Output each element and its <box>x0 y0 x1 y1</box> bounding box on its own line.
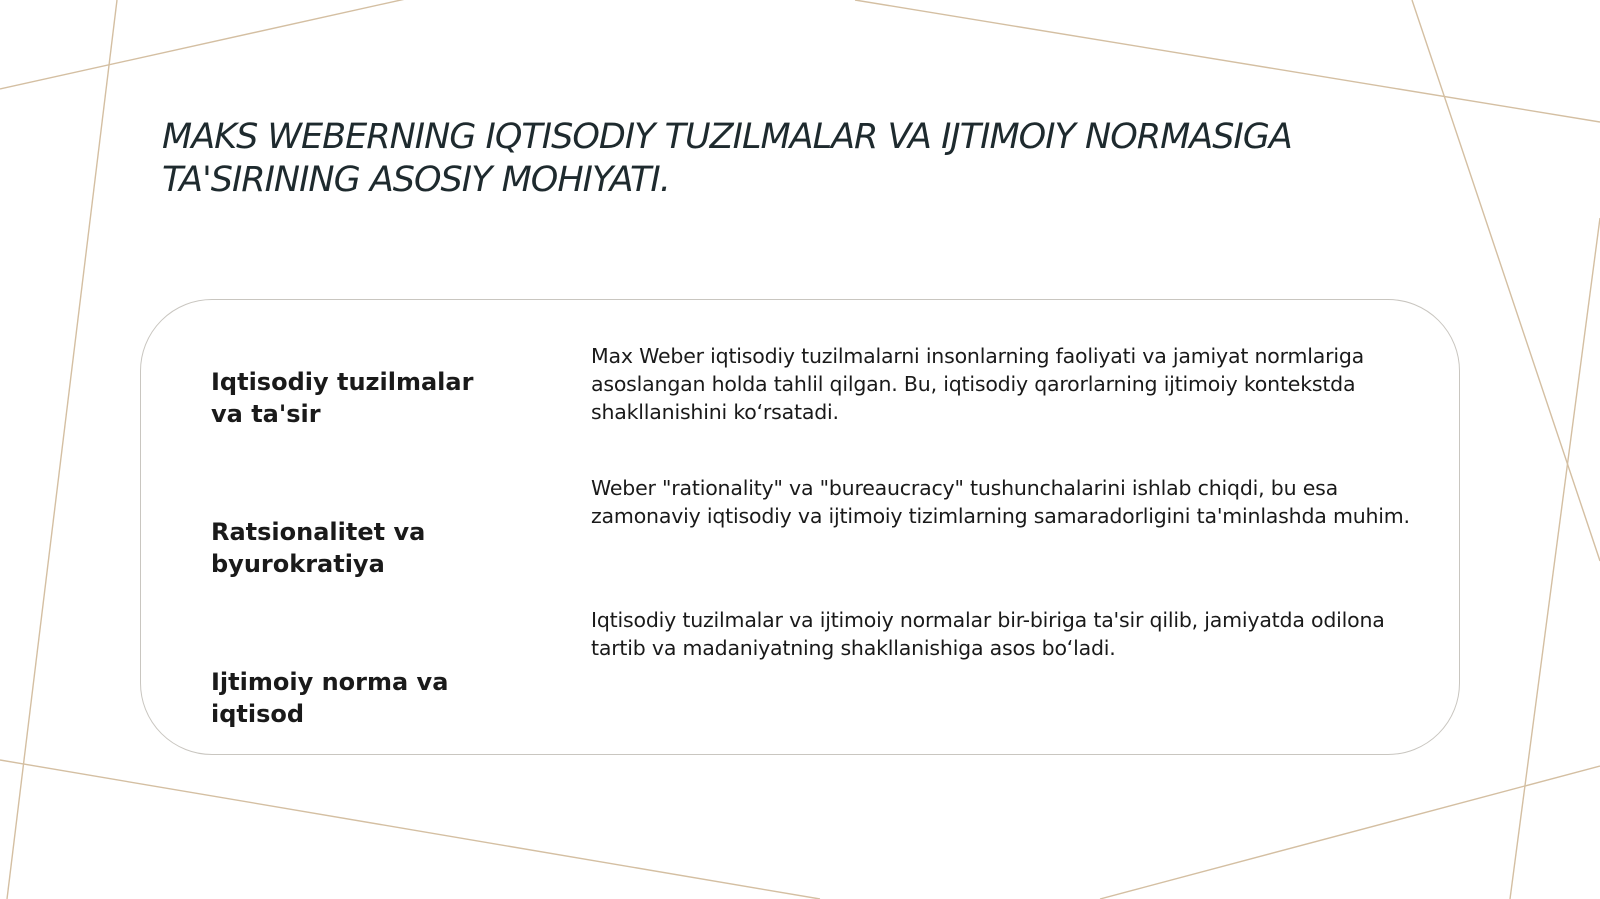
slide-title: MAKS WEBERNING IQTISODIY TUZILMALAR VA IJTIMOIY NORMASIGA TA'SIRINING ASOSIY MOHIYATI. <box>162 117 1292 200</box>
item-label: Ijtimoiy norma va iqtisod <box>211 668 449 728</box>
item-description: Iqtisodiy tuzilmalar va ijtimoiy normalar bir-biriga ta'sir qilib, jamiyatda odilona tartib va madaniyatning shakllanishiga asos bo‘ladi. <box>591 608 1385 660</box>
deco-line <box>855 0 1600 122</box>
deco-line <box>0 760 820 899</box>
deco-line <box>0 0 410 89</box>
item-label: Iqtisodiy tuzilmalar va ta'sir <box>211 368 474 428</box>
item-label: Ratsionalitet va byurokratiya <box>211 518 426 578</box>
deco-line <box>1100 766 1600 899</box>
item-description: Max Weber iqtisodiy tuzilmalarni insonlarning faoliyati va jamiyat normlariga asoslangan holda tahlil qilgan. Bu, iqtisodiy qarorlarning ijtimoiy kontekstda shakllanishini ko‘rsatadi. <box>591 344 1365 424</box>
item-description: Weber "rationality" va "bureaucracy" tushunchalarini ishlab chiqdi, bu esa zamonaviy iqtisodiy va ijtimoiy tizimlarning samaradorligini ta'minlashda muhim. <box>591 476 1410 528</box>
deco-line <box>1510 218 1600 899</box>
